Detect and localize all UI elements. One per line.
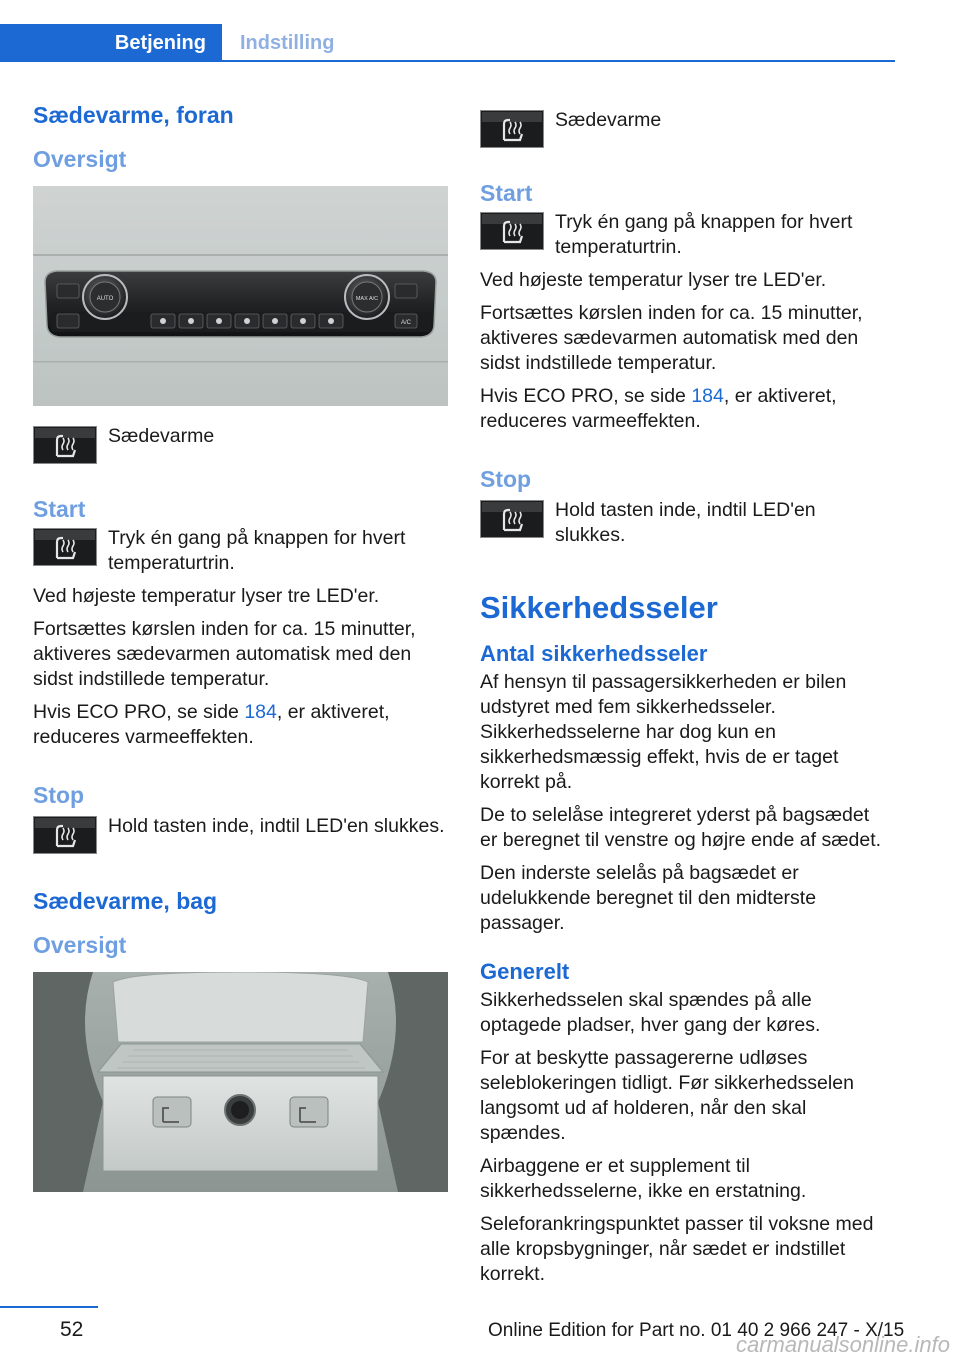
page-link-184[interactable]: 184 (244, 701, 277, 723)
front-start-p2: Fortsættes kørslen inden for ca. 15 minutter, aktiveres sædevarmen automatisk med den sidst indstillede temperatur. (33, 618, 416, 690)
belt-count-p2: De to selelåse integreret yderst på bagsædet er beregnet til venstre og højre ende af sædet. (480, 804, 882, 851)
general-p2: For at beskytte passagererne udløses seleblokeringen tidligt. Før sikkerhedsselen langsomt ud af holderen, når den skal spændes. (480, 1047, 854, 1144)
front-start-row (33, 526, 448, 576)
front-start-p1: Ved højeste temperatur lyser tre LED'er. (33, 585, 380, 607)
rear-icon-label: Sædevarme (555, 109, 662, 131)
footer-rule (0, 1306, 98, 1308)
rear-start-step: Tryk én gang på knappen for hvert temperaturtrin. (555, 211, 853, 258)
rear-overview-title: Oversigt (33, 932, 127, 958)
seat-heating-icon (33, 816, 97, 854)
front-stop-step: Hold tasten inde, indtil LED'en slukkes. (108, 815, 445, 837)
rear-icon-row (480, 108, 890, 148)
max-ac-label: MAX A/C (355, 296, 379, 302)
ac-label: A/C (400, 320, 412, 326)
seat-heating-icon (480, 110, 544, 148)
rear-start-row (480, 210, 890, 260)
rear-start-title: Start (480, 180, 533, 206)
general-title: Generelt (480, 959, 570, 984)
front-eco-paragraph: Hvis ECO PRO, se side 184, er aktiveret, reduceres varmeeffekten. (33, 701, 390, 748)
rear-heating-title: Sædevarme, bag (33, 888, 218, 914)
tab-indstilling[interactable]: Indstilling (240, 32, 335, 54)
rear-start-p2: Fortsættes kørslen inden for ca. 15 minutter, aktiveres sædevarmen automatisk med den sidst indstillede temperatur. (480, 302, 863, 374)
front-start-step: Tryk én gang på knappen for hvert temperaturtrin. (108, 527, 406, 574)
auto-label: AUTO (96, 296, 114, 302)
page-link-184[interactable]: 184 (691, 385, 724, 407)
belt-count-p3: Den inderste selelås på bagsædet er udelukkende beregnet til den midterste passager. (480, 862, 817, 934)
left-column (33, 100, 448, 1192)
general-p4: Seleforankringspunktet passer til voksne med alle kropsbygninger, når sædet er indstillet korrekt. (480, 1213, 874, 1285)
front-icon-row (33, 424, 448, 464)
general-p3: Airbaggene er et supplement til sikkerhedsselerne, ikke en erstatning. (480, 1155, 807, 1202)
page-number: 52 (60, 1318, 84, 1341)
front-overview-title: Oversigt (33, 146, 127, 172)
header-tabs (0, 24, 895, 62)
rear-eco-paragraph: Hvis ECO PRO, se side 184, er aktiveret, reduceres varmeeffekten. (480, 385, 837, 432)
front-stop-title: Stop (33, 782, 85, 808)
front-heating-title: Sædevarme, foran (33, 102, 234, 128)
edition-text: Online Edition for Part no. 01 40 2 966 247 - X/15 (488, 1320, 905, 1341)
general-p1: Sikkerhedsselen skal spændes på alle optagede pladser, hver gang der køres. (480, 989, 821, 1036)
front-climate-panel-photo (33, 186, 448, 406)
belt-count-p1: Af hensyn til passagersikkerheden er bilen udstyret med fem sikkerhedsseler. Sikkerhedsselerne har dog kun en sikkerhedsmæssig effekt, hvis de er taget korrekt på. (480, 671, 847, 793)
front-start-title: Start (33, 496, 86, 522)
front-stop-row (33, 814, 448, 854)
front-icon-label: Sædevarme (108, 425, 215, 447)
rear-start-p1: Ved højeste temperatur lyser tre LED'er. (480, 269, 827, 291)
right-column (480, 108, 890, 1295)
header-rule (0, 60, 895, 62)
seat-heating-icon (480, 500, 544, 538)
seatbelts-title: Sikkerhedsseler (480, 590, 718, 625)
tab-betjening[interactable]: Betjening (0, 24, 222, 62)
rear-stop-row (480, 498, 890, 548)
watermark: carmanualsonline.info (735, 1332, 950, 1357)
seat-heating-icon (33, 528, 97, 566)
rear-seat-heating-photo (33, 972, 448, 1192)
belt-count-title: Antal sikkerhedsseler (480, 641, 708, 666)
rear-stop-step: Hold tasten inde, indtil LED'en slukkes. (555, 499, 816, 546)
seat-heating-icon (480, 212, 544, 250)
rear-stop-title: Stop (480, 466, 532, 492)
seat-heating-icon (33, 426, 97, 464)
